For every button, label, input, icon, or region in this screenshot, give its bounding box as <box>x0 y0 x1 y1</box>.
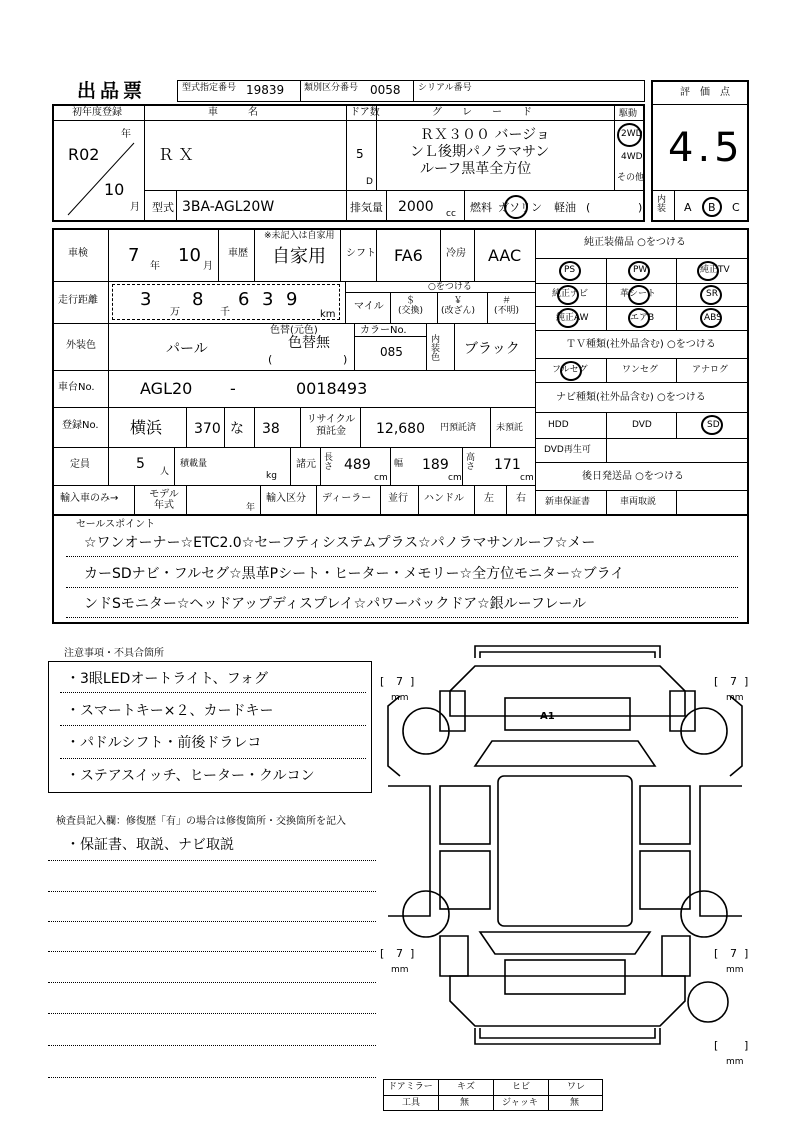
inspection-month: 10 <box>178 245 201 266</box>
mileage-label: 走行距離 <box>58 295 98 306</box>
serial-label: シリアル番号 <box>418 83 472 93</box>
color-no-value: 085 <box>380 345 403 359</box>
legend-r1: 工具 <box>402 1098 421 1108</box>
legend-r3: ジャッキ <box>502 1098 538 1108</box>
chassis-number: 0018493 <box>296 379 368 398</box>
tire-fr-mm: mm <box>726 693 744 703</box>
length-value: 489 <box>344 457 371 473</box>
equip-navi-circle <box>557 285 579 305</box>
capacity-unit: 人 <box>160 467 170 477</box>
exterior-value: パール <box>166 341 208 357</box>
mileage-digit-2: 8 <box>192 289 204 310</box>
equip-leather-circle <box>628 285 650 305</box>
damage-mark-a1: A1 <box>540 711 555 722</box>
model-year-label: モデル年式 <box>149 489 179 511</box>
registration-area: 横浜 <box>130 418 163 437</box>
legend-r4: 無 <box>570 1098 580 1108</box>
reg-month: 10 <box>104 180 125 199</box>
spare-mm: mm <box>726 1057 744 1067</box>
recycle-unpaid: 未預託 <box>496 423 524 433</box>
fuel-circle <box>504 195 528 219</box>
tire-rr-bracket: [ <box>714 947 719 960</box>
equip-abs-circle <box>700 308 722 328</box>
tire-fr-bracket: [ <box>714 675 719 688</box>
grade-line-3: ルーフ黒革全方位 <box>420 161 532 177</box>
load-unit: kg <box>266 471 277 481</box>
legend-r2: 無 <box>460 1098 470 1108</box>
shift-label: シフト <box>346 248 376 259</box>
ac-value: AAC <box>488 246 522 265</box>
legend-h1: ドアミラー <box>388 1082 433 1092</box>
notes-label: 注意事項・不具合箇所 <box>64 648 164 659</box>
tire-fl-mm: mm <box>391 693 409 703</box>
mileage-circle-note: ○をつける <box>428 282 472 292</box>
tire-fl-bracket: [ <box>380 675 385 688</box>
equip-ps-circle <box>559 261 581 281</box>
mileage-digit-3: 6 <box>238 289 250 310</box>
tv-title: ＴＶ種類(社外品含む) ○をつける <box>566 339 716 350</box>
mileage-unknown: ＃ (不明) <box>494 296 520 317</box>
height-value: 171 <box>494 457 521 473</box>
dims-label: 諸元 <box>296 459 316 470</box>
displacement-label: 排気量 <box>350 201 383 214</box>
chassis-prefix: AGL20 <box>140 379 193 398</box>
mileage-digit-4: 3 <box>262 289 274 310</box>
grade-line-1: ＲＸ３００ バージョ <box>420 127 550 143</box>
note-4: ・ステアスイッチ、ヒーター・クルコン <box>66 768 315 784</box>
displacement-unit: cc <box>446 209 456 219</box>
mileage-digit-5: 9 <box>286 289 298 310</box>
equip-ps: PS <box>564 265 576 275</box>
mileage-mile: マイル <box>354 301 384 312</box>
score-label: 評 価 点 <box>680 87 730 98</box>
sales-line-1: ☆ワンオーナー☆ETC2.0☆セーフティシステムプラス☆パノラマサンルーフ☆メー <box>84 535 596 551</box>
reg-month-unit: 月 <box>130 202 140 213</box>
registration-kana: な <box>230 421 244 437</box>
inspection-month-unit: 月 <box>203 261 213 272</box>
import-label: 輸入車のみ→ <box>60 493 119 504</box>
interior-a: A <box>684 201 692 214</box>
equip-leather: 革シート <box>620 289 657 299</box>
inspection-year-unit: 年 <box>150 261 160 272</box>
import-right: 右 <box>516 493 526 504</box>
registration-number: 38 <box>262 421 280 437</box>
sales-line-2: カーSDナビ・フルセグ☆黒革Pシート・ヒーター・メモリー☆全方位モニター☆ブライ <box>84 566 625 582</box>
class-no-label: 類別区分番号 <box>304 83 359 93</box>
note-1: ・3眼LEDオートライト、フォグ <box>66 671 268 687</box>
model-value: 3BA-AGL20W <box>182 199 275 215</box>
class-no: 0058 <box>370 83 401 97</box>
sales-label: セールスポイント <box>76 519 156 530</box>
doors-label: ドア数 <box>350 107 380 118</box>
navi-sd: SD <box>707 420 720 430</box>
fuel-paren-open: ( <box>586 201 591 214</box>
fuel-gasoline: ガソリン <box>498 201 542 214</box>
tire-rl-bracket: [ <box>380 947 385 960</box>
equip-aw-circle <box>557 308 579 328</box>
width-value: 189 <box>422 457 449 473</box>
equip-abs: ABS <box>704 313 722 323</box>
width-cm: cm <box>448 473 462 483</box>
tire-rl-mm: mm <box>391 965 409 975</box>
grade-label: グ レ ー ド <box>432 107 532 118</box>
int-color-value: ブラック <box>464 341 520 357</box>
form-title: 出品票 <box>77 80 147 102</box>
height-label: 高さ <box>466 453 476 472</box>
navi-sd-circle <box>701 415 723 435</box>
length-cm: cm <box>374 473 388 483</box>
legend-h2: キズ <box>457 1082 475 1092</box>
reg-year-unit: 年 <box>121 129 131 140</box>
color-no-label: カラーNo. <box>360 325 407 336</box>
tire-rr-bracket-close: ] <box>744 947 749 960</box>
equip-pw: PW <box>633 265 648 275</box>
type-no-label: 型式指定番号 <box>182 83 237 93</box>
drive-2wd: 2WD <box>621 129 643 139</box>
repaint-value: 色替無 <box>288 335 330 351</box>
length-label: 長さ <box>324 453 334 472</box>
equip-airbag-circle <box>628 308 650 328</box>
tv-fullseg-circle <box>560 361 582 381</box>
car-name-label: 車 名 <box>208 107 258 118</box>
navi-dvd: DVD <box>632 420 652 430</box>
drive-2wd-circle <box>617 123 642 147</box>
history-label: 車歴 <box>228 248 248 259</box>
score-value: 4.5 <box>668 125 744 171</box>
later-title: 後日発送品 ○をつける <box>582 471 684 482</box>
mileage-tamper: ￥ (改ざん) <box>441 296 476 317</box>
later-warranty: 新車保証書 <box>545 497 591 507</box>
chassis-dash: - <box>230 379 236 398</box>
equip-airbag: エアB <box>630 313 655 323</box>
equip-aw: 純正AW <box>556 313 589 323</box>
import-left: 左 <box>484 493 494 504</box>
mileage-sen: 千 <box>220 307 230 318</box>
tire-rr-mm: mm <box>726 965 744 975</box>
equip-sr-circle <box>700 285 722 305</box>
navi-hdd: HDD <box>548 420 569 430</box>
capacity-label: 定員 <box>70 459 90 470</box>
note-3: ・パドルシフト・前後ドラレコ <box>66 735 262 751</box>
fuel-label: 燃料 <box>470 201 492 214</box>
import-dealer: ディーラー <box>322 493 372 504</box>
ac-label: 冷房 <box>446 248 466 259</box>
tire-rl-bracket-close: ] <box>410 947 415 960</box>
navi-dvd-play: DVD再生可 <box>544 445 591 455</box>
equip-tv: 純正TV <box>700 265 730 275</box>
equip-pw-circle <box>628 261 650 281</box>
inspector-line-1: ・保証書、取説、ナビ取説 <box>66 837 234 853</box>
reg-era: R02 <box>68 145 100 164</box>
fuel-paren-close: ) <box>638 201 643 214</box>
doors-suffix: D <box>366 177 373 187</box>
history-value: 自家用 <box>272 246 326 267</box>
note-2: ・スマートキー×２、カードキー <box>66 703 274 719</box>
reg-label: 初年度登録 <box>72 107 122 118</box>
recycle-value: 12,680 <box>376 421 425 437</box>
navi-title: ナビ種類(社外品含む) ○をつける <box>556 392 706 403</box>
mileage-man: 万 <box>170 307 180 318</box>
registration-class: 370 <box>194 421 221 437</box>
interior-label: 内装 <box>657 195 667 214</box>
spare-bracket-close: ] <box>744 1039 749 1052</box>
import-parallel: 並行 <box>388 493 408 504</box>
interior-b: B <box>708 201 716 214</box>
equip-sr: SR <box>706 289 718 299</box>
mileage-exchange: ＄ (交換) <box>398 296 424 317</box>
tire-fr-depth: 7 <box>730 675 737 688</box>
fuel-diesel: 軽油 <box>554 201 576 214</box>
mileage-km: km <box>320 309 336 320</box>
model-label: 型式 <box>152 201 174 214</box>
model-year-unit: 年 <box>246 503 256 513</box>
registration-label: 登録No. <box>62 420 99 431</box>
legend-h3: ヒビ <box>512 1082 531 1092</box>
history-note: ※未記入は自家用 <box>264 231 335 241</box>
doors-value: 5 <box>356 147 364 161</box>
displacement-value: 2000 <box>398 199 434 215</box>
shift-value: FA6 <box>394 246 423 265</box>
tv-fullseg: フルセグ <box>552 365 588 375</box>
tv-analog: アナログ <box>692 365 729 375</box>
inspection-year: 7 <box>128 245 140 266</box>
tire-fl-depth: 7 <box>396 675 403 688</box>
grade-line-2: ンＬ後期パノラマサン <box>410 144 550 160</box>
import-class-label: 輸入区分 <box>266 493 306 504</box>
interior-b-circle <box>702 197 722 217</box>
load-label: 積載量 <box>180 459 208 469</box>
repaint-paren-close: ) <box>343 353 348 366</box>
equip-navi: 純正ナビ <box>552 289 589 299</box>
repaint-paren-open: ( <box>268 353 273 366</box>
exterior-label: 外装色 <box>66 340 96 351</box>
drive-4wd: 4WD <box>621 152 643 162</box>
recycle-label: リサイクル預託金 <box>306 414 356 437</box>
int-color-label: 内装色 <box>431 335 441 363</box>
width-label: 幅 <box>394 459 404 469</box>
tv-oneseg: ワンセグ <box>622 365 659 375</box>
inspector-label: 検査員記入欄：修復歴「有」の場合は修復箇所・交換箇所を記入 <box>56 816 346 827</box>
legend-h4: ワレ <box>567 1082 586 1092</box>
mileage-digit-1: 3 <box>140 289 152 310</box>
tire-rr-depth: 7 <box>730 947 737 960</box>
car-name: ＲＸ <box>158 145 199 164</box>
tire-fl-bracket-close: ] <box>410 675 415 688</box>
chassis-label: 車台No. <box>58 382 95 393</box>
type-no: 19839 <box>246 83 285 97</box>
tire-rl-depth: 7 <box>396 947 403 960</box>
drive-label: 駆動 <box>619 109 638 119</box>
recycle-paid: 円預託済 <box>440 423 477 433</box>
tire-fr-bracket-close: ] <box>744 675 749 688</box>
drive-other: その他 <box>617 173 645 183</box>
car-damage-diagram <box>380 636 750 1076</box>
inspection-label: 車検 <box>68 248 88 259</box>
spare-bracket: [ <box>714 1039 719 1052</box>
equip-tv-circle <box>697 261 719 281</box>
later-manual: 車両取説 <box>620 497 657 507</box>
import-handle: ハンドル <box>424 493 464 504</box>
capacity-value: 5 <box>136 456 145 472</box>
height-cm: cm <box>520 473 534 483</box>
equipment-title: 純正装備品 ○をつける <box>584 237 686 248</box>
sales-line-3: ンドSモニター☆ヘッドアップディスプレイ☆パワーバックドア☆銀ルーフレール <box>84 596 587 612</box>
interior-c: C <box>732 201 740 214</box>
repaint-label: 色替(元色) <box>270 325 318 336</box>
